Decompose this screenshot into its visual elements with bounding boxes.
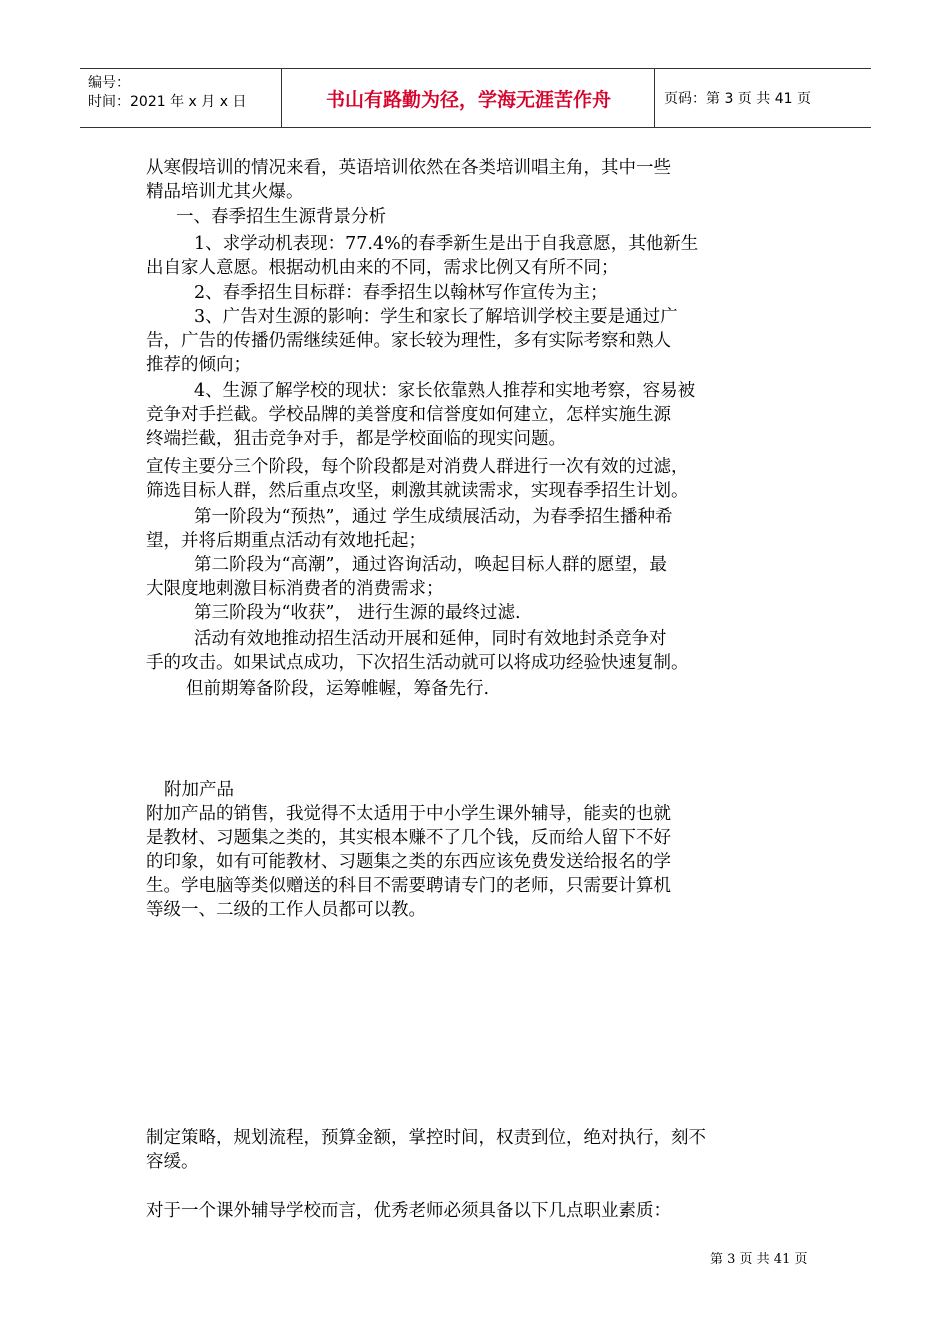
text-line: 竞争对手拦截。学校品牌的美誉度和信誉度如何建立，怎样实施生源 bbox=[146, 405, 671, 425]
text-line: 等级一、二级的工作人员都可以教。 bbox=[146, 900, 426, 920]
text-line: 一、春季招生生源背景分析 bbox=[176, 207, 386, 227]
text-line: 1、求学动机表现：77.4%的春季新生是出于自我意愿，其他新生 bbox=[194, 234, 699, 254]
text-line: 第二阶段为“高潮”，通过咨询活动，唤起目标人群的愿望，最 bbox=[194, 555, 667, 575]
header-meta bbox=[88, 74, 280, 112]
text-line: 从寒假培训的情况来看，英语培训依然在各类培训唱主角，其中一些 bbox=[146, 158, 671, 178]
text-line: 对于一个课外辅导学校而言，优秀老师必须具备以下几点职业素质： bbox=[146, 1201, 671, 1221]
header-divider bbox=[654, 69, 655, 127]
paragraph bbox=[146, 553, 826, 601]
text-line: 筛选目标人群，然后重点攻坚，刺激其就读需求，实现春季招生计划。 bbox=[146, 481, 689, 501]
paragraph bbox=[146, 1199, 826, 1223]
text-line: 制定策略，规划流程，预算金额，掌控时间，权责到位，绝对执行，刻不 bbox=[146, 1128, 706, 1148]
text-line: 出自家人意愿。根据动机由来的不同，需求比例又有所不同； bbox=[146, 258, 619, 278]
text-line: 宣传主要分三个阶段，每个阶段都是对消费人群进行一次有效的过滤， bbox=[146, 457, 689, 477]
text-line: 容缓。 bbox=[146, 1152, 199, 1172]
paragraph bbox=[186, 677, 866, 701]
text-line: 但前期筹备阶段，运筹帷幄，筹备先行. bbox=[186, 679, 490, 699]
section-heading bbox=[176, 205, 856, 229]
text-line: 3、广告对生源的影响：学生和家长了解培训学校主要是通过广 bbox=[194, 307, 678, 327]
header-divider bbox=[281, 69, 282, 127]
paragraph bbox=[146, 505, 826, 553]
text-line: 2、春季招生目标群：春季招生以翰林写作宣传为主； bbox=[194, 283, 608, 303]
page-header bbox=[80, 68, 871, 128]
paragraph bbox=[146, 156, 826, 204]
paragraph bbox=[146, 281, 826, 305]
text-line: 的印象，如有可能教材、习题集之类的东西应该免费发送给报名的学 bbox=[146, 852, 671, 872]
paragraph bbox=[146, 627, 826, 675]
text-line: 精品培训尤其火爆。 bbox=[146, 182, 304, 202]
text-line: 终端拦截，狙击竞争对手，都是学校面临的现实问题。 bbox=[146, 429, 566, 449]
paragraph bbox=[146, 1126, 826, 1174]
text-line: 推荐的倾向； bbox=[146, 355, 251, 375]
number-label: 编号： bbox=[88, 75, 130, 91]
paragraph bbox=[146, 601, 826, 625]
paragraph bbox=[146, 802, 826, 922]
text-line: 4、生源了解学校的现状：家长依靠熟人推荐和实地考察，容易被 bbox=[194, 381, 696, 401]
section-heading bbox=[164, 778, 844, 802]
text-line: 第一阶段为“预热”，通过 学生成绩展活动，为春季招生播种希 bbox=[194, 507, 673, 527]
paragraph bbox=[146, 305, 826, 377]
text-line: 生。学电脑等类似赠送的科目不需要聘请专门的老师，只需要计算机 bbox=[146, 876, 671, 896]
text-line: 附加产品 bbox=[164, 780, 234, 800]
date-label: 时间：2021 年 x 月 x 日 bbox=[88, 94, 247, 110]
text-line: 是教材、习题集之类的，其实根本赚不了几个钱，反而给人留下不好 bbox=[146, 828, 671, 848]
paragraph bbox=[146, 379, 826, 451]
text-line: 第三阶段为“收获”， 进行生源的最终过滤. bbox=[194, 603, 521, 623]
text-line: 告，广告的传播仍需继续延伸。家长较为理性，多有实际考察和熟人 bbox=[146, 331, 671, 351]
text-line: 手的攻击。如果试点成功，下次招生活动就可以将成功经验快速复制。 bbox=[146, 653, 689, 673]
text-line: 活动有效地推动招生活动开展和延伸，同时有效地封杀竞争对 bbox=[194, 629, 667, 649]
header-motto: 书山有路勤为径，学海无涯苦作舟 bbox=[325, 88, 611, 111]
header-page-number: 页码：第 3 页 共 41 页 bbox=[664, 91, 811, 107]
footer-page-number: 第 3 页 共 41 页 bbox=[710, 1252, 808, 1267]
text-line: 附加产品的销售，我觉得不太适用于中小学生课外辅导，能卖的也就 bbox=[146, 804, 671, 824]
text-line: 大限度地刺激目标消费者的消费需求； bbox=[146, 579, 444, 599]
text-line: 望，并将后期重点活动有效地托起； bbox=[146, 531, 426, 551]
paragraph bbox=[146, 455, 826, 503]
paragraph bbox=[146, 232, 826, 280]
